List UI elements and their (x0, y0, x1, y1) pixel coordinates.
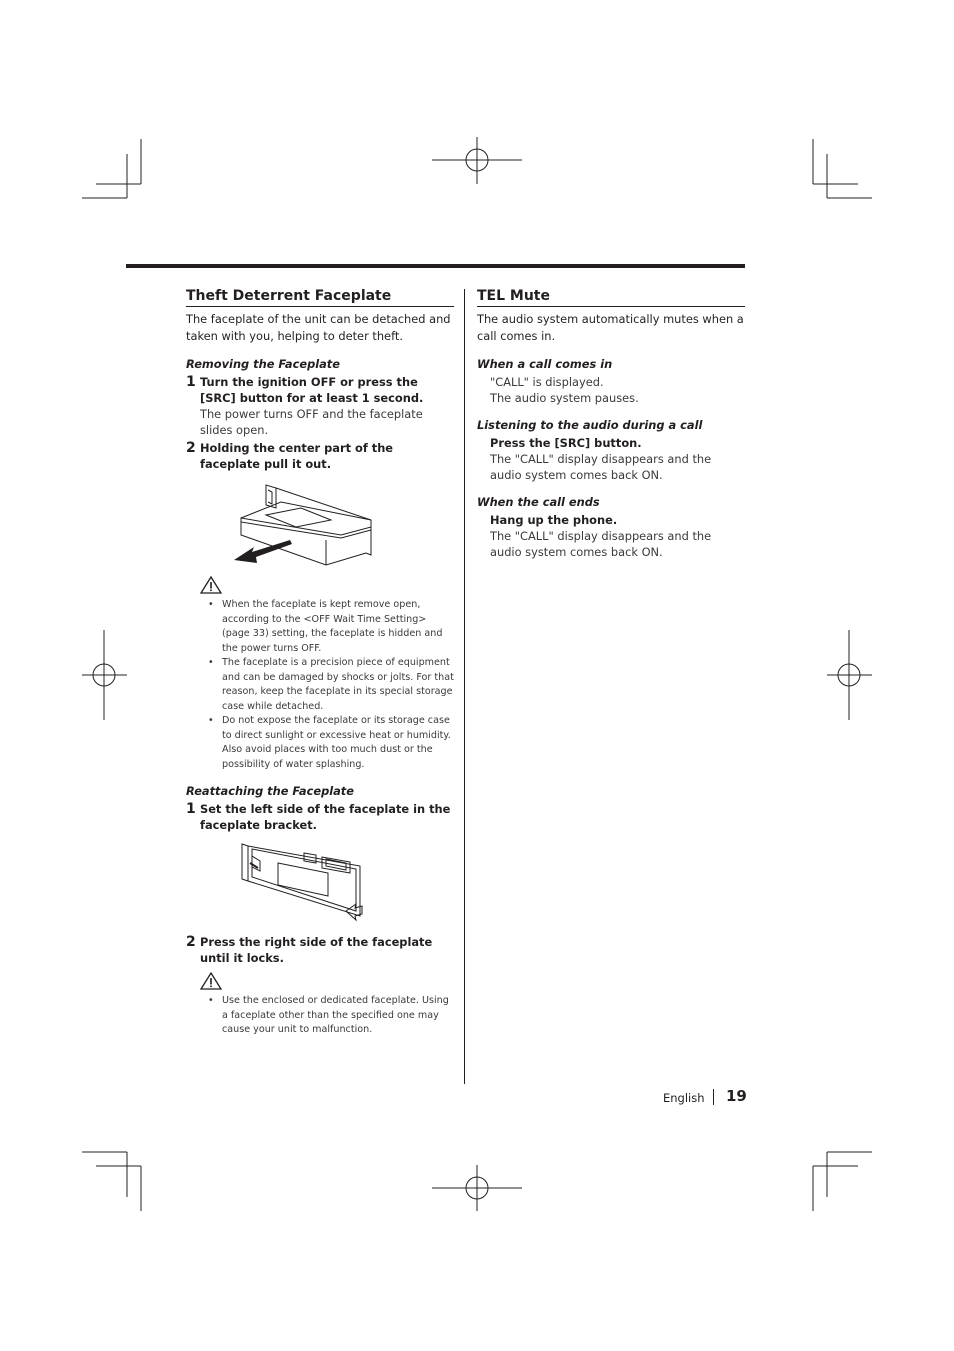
step-item (186, 934, 454, 966)
step-instruction: Press the right side of the faceplate until it locks. (200, 935, 433, 965)
caution-item: • When the faceplate is kept remove open, according to the <OFF Wait Time Setting> (page 33) setting, the faceplate is hidden and the power turns OFF. (208, 598, 454, 656)
step-instruction: Turn the ignition OFF or press the [SRC] button for at least 1 second. (200, 375, 424, 405)
caution-item: • The faceplate is a precision piece of equipment and can be damaged by shocks or jolts. For that reason, keep the faceplate in its special storage case while detached. (208, 656, 454, 714)
info-line: The "CALL" display disappears and the audio system comes back ON. (490, 452, 712, 482)
footer-separator (713, 1089, 714, 1105)
step-instruction: Set the left side of the faceplate in the faceplate bracket. (200, 802, 451, 832)
subheading-call-ends: When the call ends (477, 495, 600, 509)
info-line: "CALL" is displayed. (490, 375, 604, 389)
section-title-theft-deterrent: Theft Deterrent Faceplate (186, 287, 454, 307)
warning-triangle-icon (200, 972, 222, 990)
info-line: The audio system pauses. (490, 391, 639, 405)
caution-list (200, 598, 454, 772)
caution-block (200, 576, 454, 772)
page-number: 19 (726, 1087, 747, 1105)
column-divider (464, 289, 465, 1084)
caution-list (200, 994, 454, 1038)
faceplate-reattach-illustration (238, 841, 368, 926)
caution-item: • Do not expose the faceplate or its storage case to direct sunlight or excessive heat or humidity. Also avoid places with too much dust or the possibility of water splashing. (208, 714, 454, 772)
subheading-listening-during-call: Listening to the audio during a call (477, 418, 703, 432)
header-rule (126, 264, 745, 268)
step-item (186, 801, 454, 833)
caution-block (200, 972, 454, 1038)
step-note: The power turns OFF and the faceplate slides open. (200, 407, 423, 437)
section-intro: The audio system automatically mutes when a call comes in. (477, 312, 744, 343)
subheading-reattaching: Reattaching the Faceplate (186, 784, 354, 798)
step-number: 1 (186, 801, 196, 817)
section-intro: The faceplate of the unit can be detached and taken with you, helping to deter theft. (186, 312, 451, 343)
step-item (186, 440, 454, 472)
step-item (186, 374, 454, 438)
subheading-call-comes-in: When a call comes in (477, 357, 613, 371)
section-title-tel-mute: TEL Mute (477, 287, 745, 307)
step-number: 1 (186, 374, 196, 390)
action-line: Hang up the phone. (490, 513, 618, 527)
footer-language: English (663, 1091, 705, 1105)
right-column (477, 287, 745, 560)
step-number: 2 (186, 934, 196, 950)
caution-item: • Use the enclosed or dedicated faceplate. Using a faceplate other than the specified one may cause your unit to malfunction. (208, 994, 454, 1038)
step-number: 2 (186, 440, 196, 456)
left-column (186, 287, 454, 1038)
step-instruction: Holding the center part of the faceplate pull it out. (200, 441, 394, 471)
faceplate-removal-illustration (226, 480, 426, 570)
subheading-removing: Removing the Faceplate (186, 357, 340, 371)
info-line: The "CALL" display disappears and the audio system comes back ON. (490, 529, 712, 559)
action-line: Press the [SRC] button. (490, 436, 642, 450)
warning-triangle-icon (200, 576, 222, 594)
